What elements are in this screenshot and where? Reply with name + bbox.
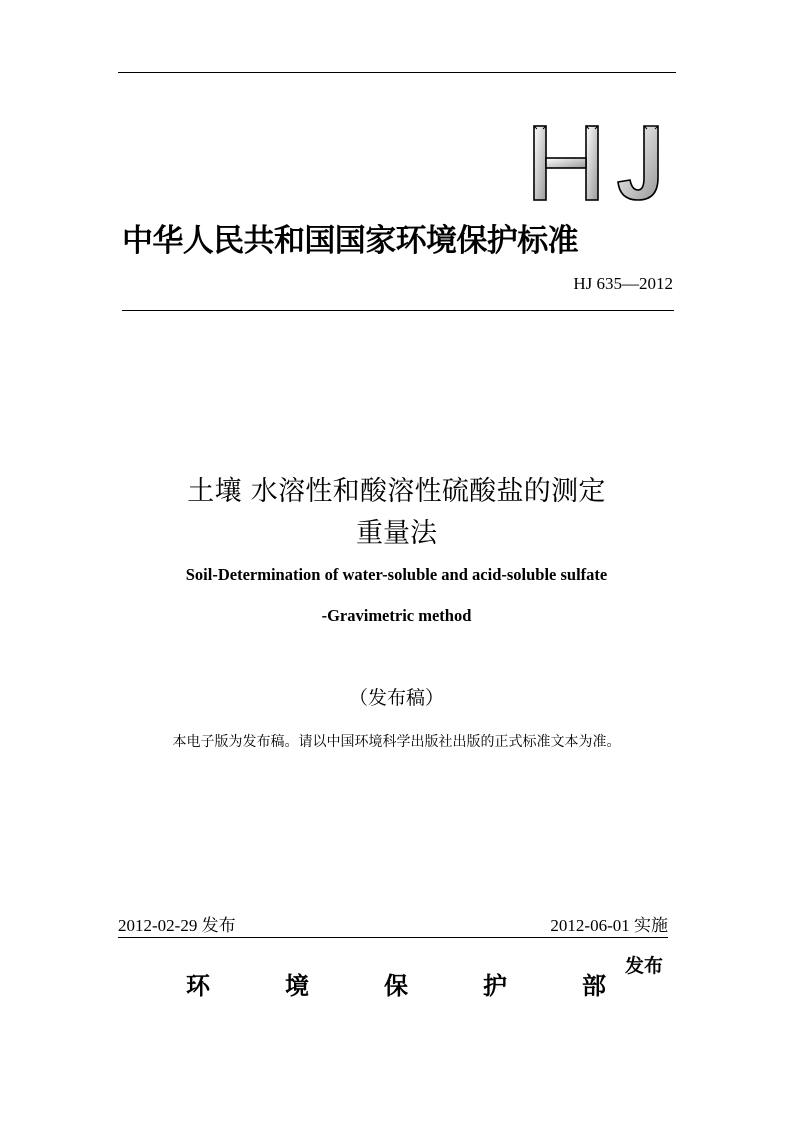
title-english-line2: -Gravimetric method — [321, 606, 472, 625]
header-divider — [122, 310, 674, 311]
disclaimer-text: 本电子版为发布稿。请以中国环境科学出版社出版的正式标准文本为准。 — [172, 734, 621, 750]
standard-number: HJ 635—2012 — [573, 274, 673, 293]
authority-char: 境 — [285, 971, 309, 1000]
issue-date: 2012-02-29 发布 — [118, 916, 236, 935]
effective-date: 2012-06-01 实施 — [550, 916, 668, 935]
issued-by-label: 发布 — [625, 955, 664, 977]
authority-char: 部 — [582, 971, 606, 1000]
date-divider — [118, 937, 668, 938]
title-chinese-line2: 重量法 — [356, 518, 437, 549]
issuing-authority — [186, 970, 606, 1002]
authority-char: 护 — [483, 971, 507, 1000]
issuer-title: 中华人民共和国国家环境保护标准 — [122, 223, 578, 259]
release-draft-label: （发布稿） — [348, 687, 444, 709]
top-divider — [118, 72, 676, 73]
authority-char: 环 — [186, 971, 210, 1000]
hj-logo — [528, 122, 670, 204]
title-chinese-line1: 土壤 水溶性和酸溶性硫酸盐的测定 — [187, 476, 606, 507]
authority-char: 保 — [384, 971, 408, 1000]
title-english-line1: Soil-Determination of water-soluble and acid-soluble sulfate — [185, 565, 608, 584]
